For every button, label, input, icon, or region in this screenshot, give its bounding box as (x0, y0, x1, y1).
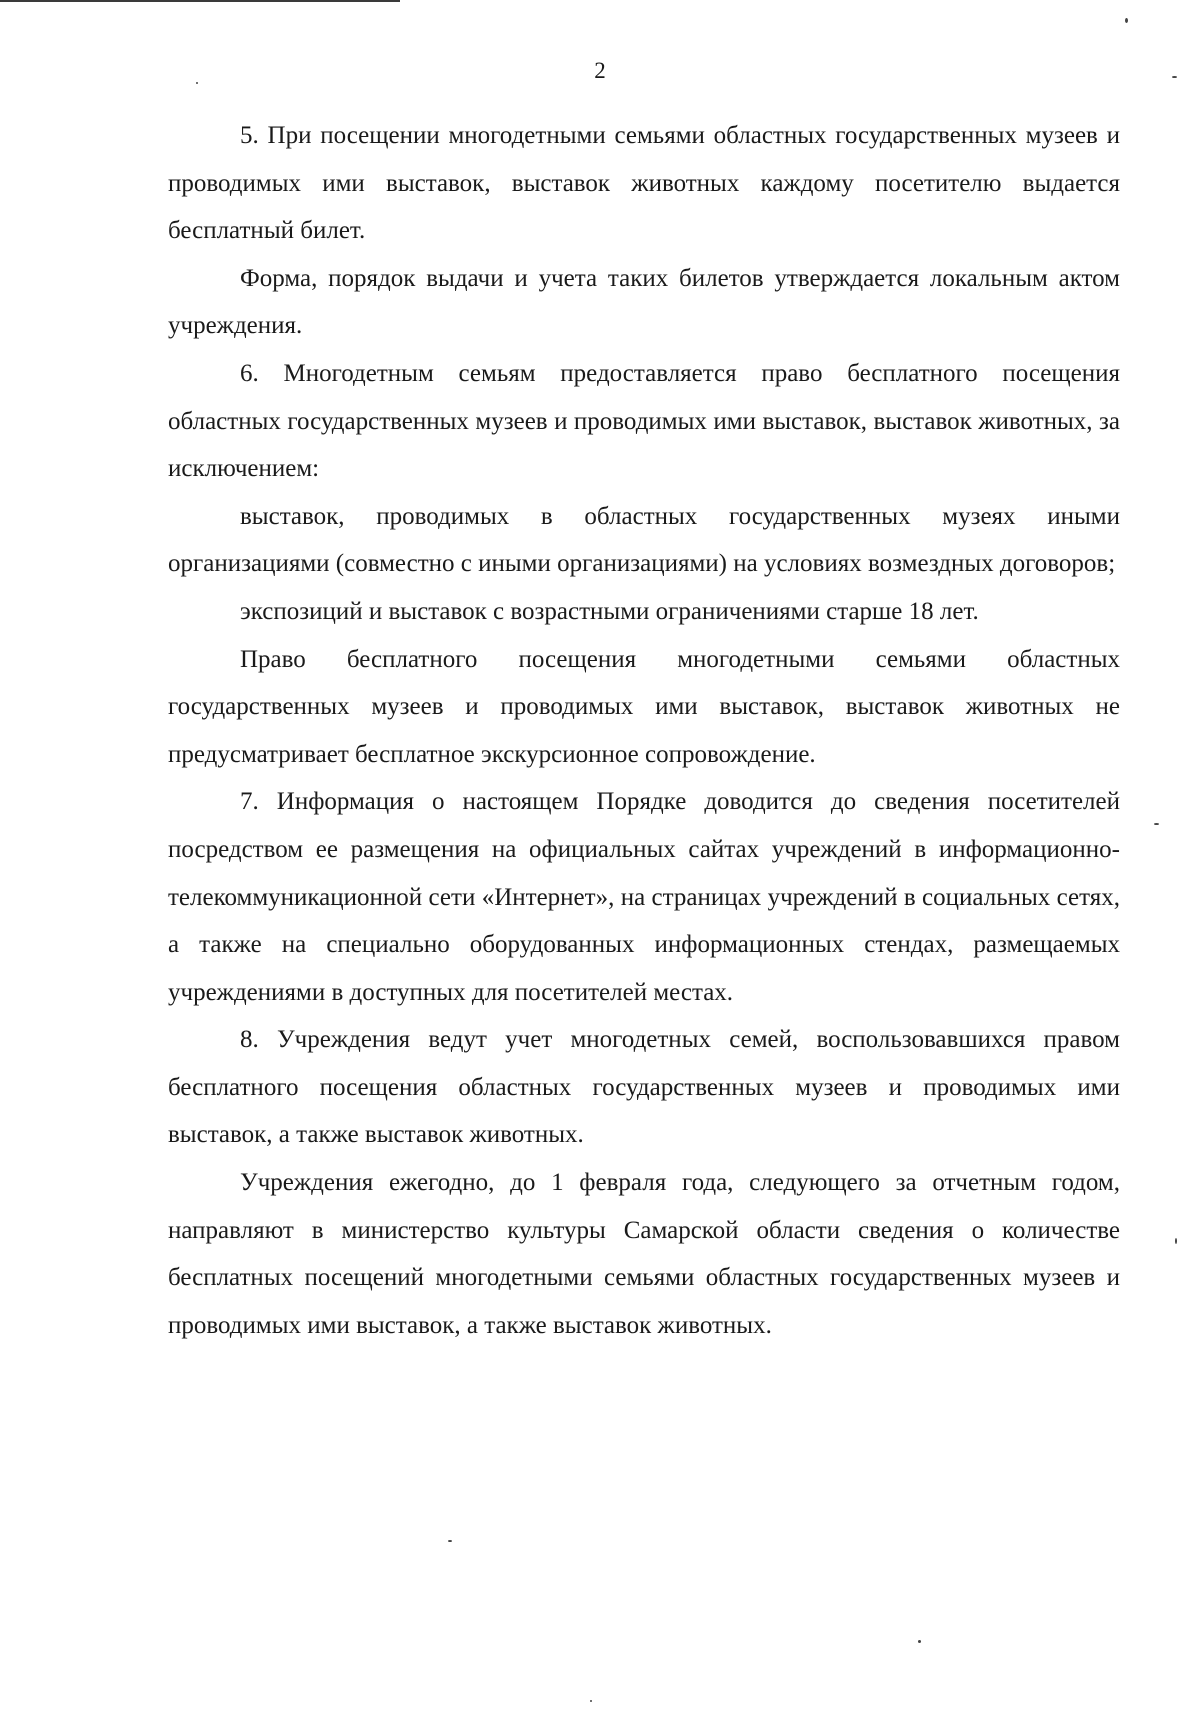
page-number: 2 (594, 58, 606, 83)
scan-speck (1154, 823, 1159, 825)
paragraph-no-free-excursion: Право бесплатного посещения многодетными семьями областных государственных музеев и проводимых ими выставок, выставок животных не предусматривает бесплатное экскурсионное сопровождение. (168, 645, 1120, 768)
scan-speck (918, 1640, 921, 1643)
top-edge-rule (0, 0, 400, 2)
paragraph-exception-age-restricted: экспозиций и выставок с возрастными ограничениями старше 18 лет. (240, 597, 979, 625)
scan-speck (1175, 1238, 1177, 1244)
scan-speck (590, 1700, 592, 1702)
paragraph-7-information: 7. Информация о настоящем Порядке доводится до сведения посетителей посредством ее размещения на официальных сайтах учреждений в информационно-телекоммуникационной сети «Интернет», на страницах учреждений в социальных сетях, а также на специально оборудованных информационных стендах, размещаемых учреждениями в доступных для посетителей местах. (168, 788, 1120, 1006)
scan-speck (196, 82, 198, 84)
scan-speck (1172, 76, 1177, 78)
document-body (168, 112, 1120, 1349)
scan-speck (1125, 18, 1128, 23)
paragraph-exception-external-exhibitions: выставок, проводимых в областных государственных музеях иными организациями (совместно с иными организациями) на условиях возмездных договоров; (168, 502, 1120, 578)
scan-speck (448, 1540, 452, 1542)
paragraph-annual-report: Учреждения ежегодно, до 1 февраля года, следующего за отчетным годом, направляют в министерство культуры Самарской области сведения о количестве бесплатных посещений многодетными семьями областных государственных музеев и проводимых ими выставок, а также выставок животных. (168, 1169, 1120, 1339)
paragraph-6-free-visit-right: 6. Многодетным семьям предоставляется право бесплатного посещения областных государственных музеев и проводимых ими выставок, выставок животных, за исключением: (168, 359, 1120, 483)
paragraph-8-accounting: 8. Учреждения ведут учет многодетных семей, воспользовавшихся правом бесплатного посещения областных государственных музеев и проводимых ими выставок, а также выставок животных. (168, 1026, 1120, 1149)
paragraph-5-free-ticket: 5. При посещении многодетными семьями областных государственных музеев и проводимых ими выставок, выставок животных каждому посетителю выдается бесплатный билет. (168, 122, 1120, 245)
paragraph-ticket-form: Форма, порядок выдачи и учета таких билетов утверждается локальным актом учреждения. (168, 264, 1120, 340)
